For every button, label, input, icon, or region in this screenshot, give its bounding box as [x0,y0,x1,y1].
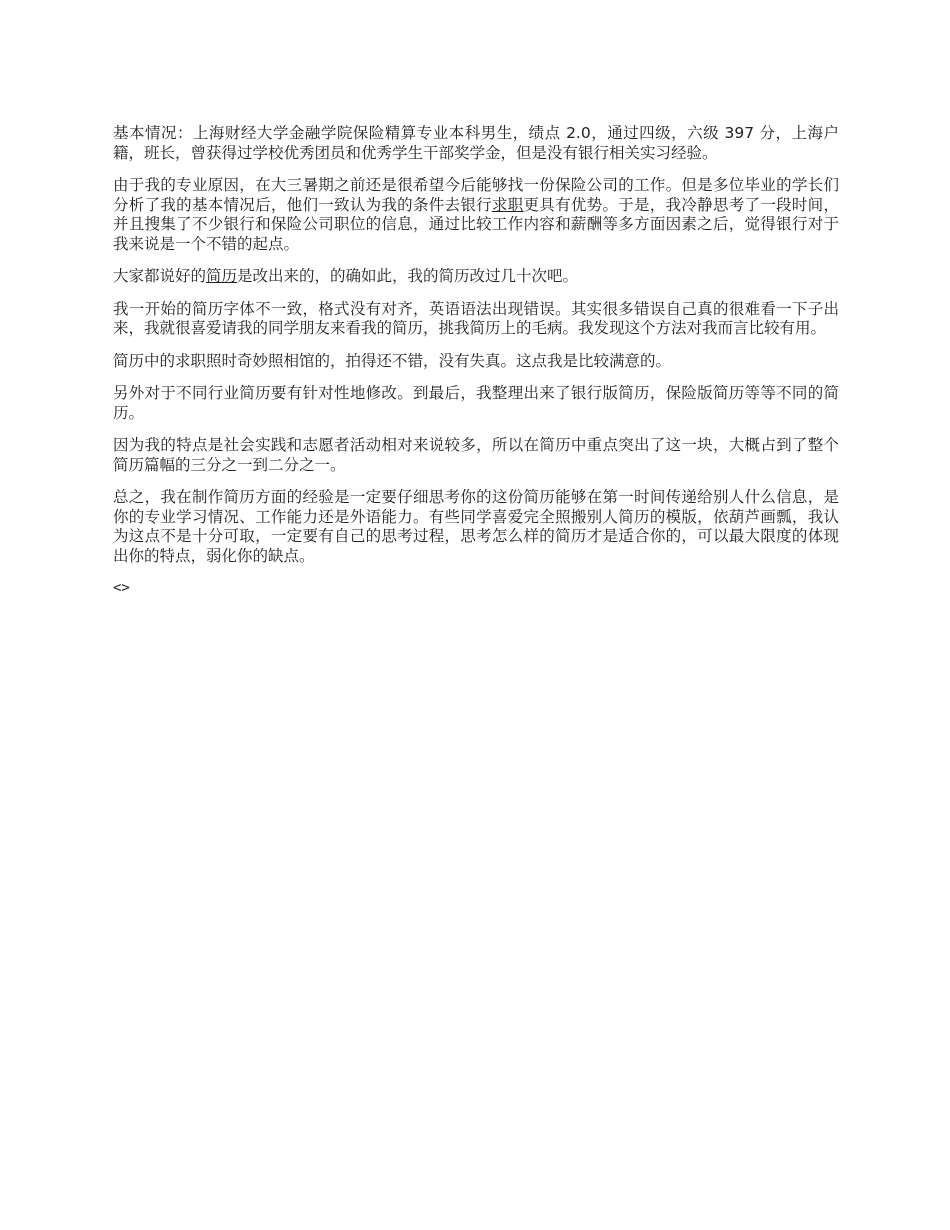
revisions-text: 大家都说好的 [113,267,207,285]
basic-info-text: 基本情况：上海财经大学金融学院保险精算专业本科男生，绩点 [113,124,567,142]
resume-link[interactable]: 简历 [206,267,238,285]
score-value: 397 [724,124,755,142]
footer-mark: <> [113,580,130,596]
paragraph-resume-photo: 简历中的求职照时奇妙照相馆的，拍得还不错，没有失真。这点我是比较满意的。 [113,351,672,370]
gpa-value: 2.0 [566,124,591,142]
paragraph-resume-versions: 另外对于不同行业简历要有针对性地修改。到最后，我整理出来了银行版简历，保险版简历等等不同的简历。 [113,384,839,422]
career-text-2: 更具有优势。于是，我冷静思考了一段时间，并且搜集了不少银行和保险公司职位的信息，通过比较工作内容和薪酬等多方面因素之后，觉得银行对于我来说是一个不错的起点。 [113,195,839,253]
career-text: 由于我的专业原因，在大三暑期之前还是很希望今后能够找一份保险公司的工作。但是多位毕业的学长们分析了我的基本情况后，他们一致认为我的条件去银行 [113,176,839,214]
paragraph-conclusion: 总之，我在制作简历方面的经验是一定要仔细思考你的这份简历能够在第一时间传递给别人什么信息，是你的专业学习情况、工作能力还是外语能力。有些同学喜爱完全照搬别人简历的模版，依葫芦画瓢，我认为这点不是十分可取，一定要有自己的思考过程，思考怎么样的简历才是适合你的，可以最大限度的体现出你的特点，弱化你的缺点。 [113,488,839,565]
document-body [113,124,839,599]
basic-info-text-2: ，通过四级，六级 [590,124,725,142]
paragraph-resume-focus: 因为我的特点是社会实践和志愿者活动相对来说较多，所以在简历中重点突出了这一块，大概占到了整个简历篇幅的三分之一到二分之一。 [113,436,839,474]
paragraph-resume-errors: 我一开始的简历字体不一致，格式没有对齐，英语语法出现错误。其实很多错误自己真的很难看一下子出来，我就很喜爱请我的同学朋友来看我的简历，挑我简历上的毛病。我发现这个方法对我而言比较有用。 [113,299,839,337]
job-search-link[interactable]: 求职 [491,195,524,214]
revisions-text-2: 是改出来的，的确如此，我的简历改过几十次吧。 [237,267,579,285]
basic-info-text-3: 分，上海户籍，班长，曾获得过学校优秀团员和优秀学生干部奖学金，但是没有银行相关实习经验。 [113,124,839,162]
paragraph-resume-revisions [113,267,839,287]
paragraph-basic-info [113,124,839,163]
paragraph-career-choice [113,176,839,254]
